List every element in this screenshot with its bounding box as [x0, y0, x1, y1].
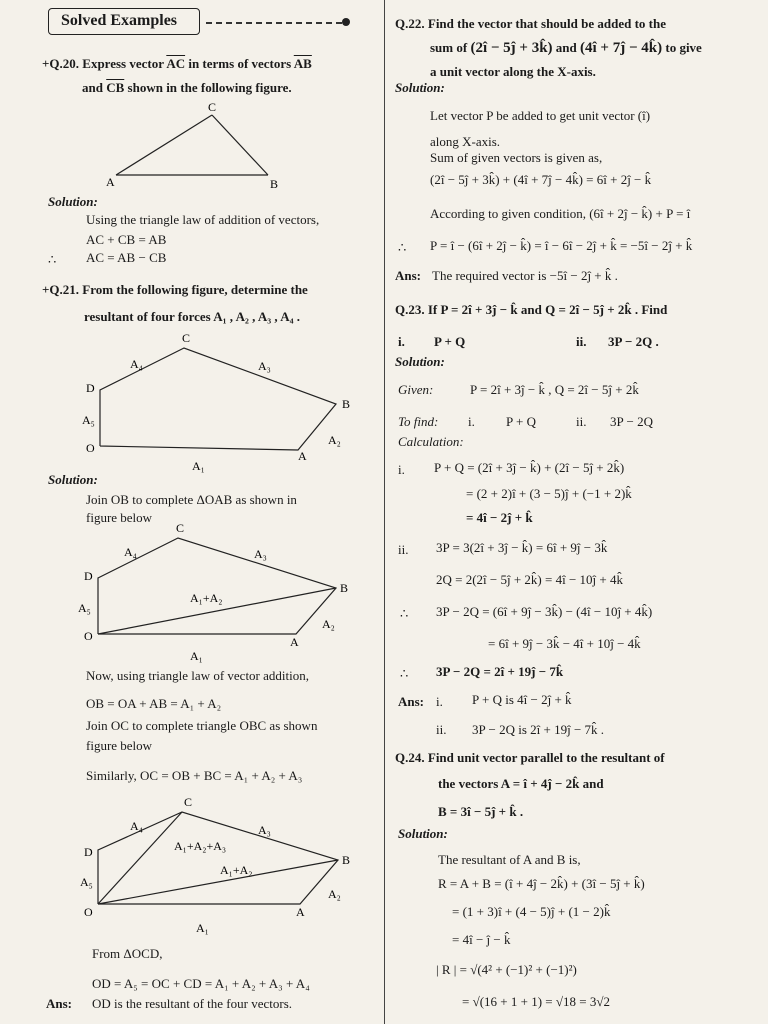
- q21-ans-text: OD is the resultant of the four vectors.: [92, 996, 293, 1011]
- q20-text4: shown in the following figure.: [127, 80, 292, 95]
- fig2-label-o: O: [84, 629, 93, 643]
- fig3-label-a1a2: A₁+A₂: [220, 863, 253, 877]
- fig2-label-a1a2: A₁+A₂: [190, 591, 223, 605]
- q21-ans-label: Ans:: [46, 996, 73, 1011]
- q23-ans-label: Ans:: [398, 694, 425, 709]
- q23-line1: [395, 302, 667, 318]
- q23-tofind-label: To find:: [398, 414, 439, 429]
- fig2-label-a: A: [290, 635, 299, 649]
- fig1-label-a5: A₅: [82, 413, 95, 427]
- q22-number: Q.22.: [395, 16, 425, 31]
- fig2-label-a2: A₂: [322, 617, 335, 631]
- q23-c5: 2Q = 2(2î − 5ĵ + 2k̂) = 4î − 10ĵ + 4k̂: [436, 572, 623, 587]
- fig2-label-c: C: [176, 521, 185, 535]
- q20-eq2: AC = AB − CB: [86, 250, 167, 265]
- q21-eq2: Similarly, OC = OB + BC = A₁ + A₂ + A₃: [86, 768, 303, 783]
- q20-solution-label: Solution:: [48, 194, 98, 209]
- label-c: C: [208, 100, 217, 114]
- q21-eq3: OD = A₅ = OC + CD = A₁ + A₂ + A₃ + A₄: [92, 976, 310, 991]
- q21-sol-line2: figure below: [86, 510, 153, 525]
- q23-ans-ii: ii.: [436, 722, 447, 737]
- q23-ans-i: i.: [436, 694, 443, 709]
- fig2-label-a1: A₁: [190, 649, 203, 663]
- q24-l1: The resultant of A and B is,: [438, 852, 581, 867]
- q22-text1: Find the vector that should be added to the: [427, 16, 666, 31]
- q24-line1: [395, 750, 665, 766]
- q24-line3: B = 3î − 5ĵ + k̂ .: [438, 804, 524, 819]
- q22-l3: Sum of given vectors is given as,: [430, 150, 603, 165]
- q21-eq1: OB = OA + AB = A₁ + A₂: [86, 696, 222, 711]
- q23-c2: = (2 + 2)î + (3 − 5)ĵ + (−1 + 2)k̂: [466, 486, 632, 501]
- q24-text1: Find unit vector parallel to the resultant of: [427, 750, 665, 765]
- q20-triangle-figure: [100, 100, 300, 192]
- q23-given-text: P = 2î + 3ĵ − k̂ , Q = 2î − 5ĵ + 2k̂: [470, 382, 639, 397]
- q21-sol-line1: Join OB to complete ΔOAB as shown in: [86, 492, 297, 507]
- q21-solution-label: Solution:: [48, 472, 98, 487]
- q21-text1: From the following figure, determine the: [82, 282, 308, 297]
- q24-number: Q.24.: [395, 750, 425, 765]
- q23-c6-prefix: ∴: [400, 606, 409, 621]
- q23-c7: = 6î + 9ĵ − 3k̂ − 4î + 10ĵ − 4k̂: [488, 636, 641, 651]
- q21-figure-2: [78, 516, 370, 664]
- q22-l5: According to given condition, (6î + 2ĵ − k̂) + P = î: [430, 206, 691, 221]
- fig3-label-a2: A₂: [328, 887, 341, 901]
- label-a: A: [106, 175, 115, 189]
- q23-ans-ii-text: 3P − 2Q is 2î + 19ĵ − 7k̂ .: [472, 722, 605, 737]
- q22-line2: [430, 40, 702, 56]
- q21-sol-line4: Join OC to complete triangle OBC as shown: [86, 718, 318, 733]
- q22-ans-label: Ans:: [395, 268, 422, 283]
- q20-vec-ac: $\overline{AC}$: [166, 56, 186, 71]
- fig3-label-a3: A₃: [258, 823, 271, 837]
- q23-given-label: Given:: [398, 382, 434, 397]
- q22-vec-b: (4î + 7ĵ − 4k̂): [580, 40, 663, 56]
- q23-text1: If P = 2î + 3ĵ − k̂ and Q = 2î − 5ĵ + 2k̂ . Find: [427, 302, 668, 317]
- q20-sol-line1: Using the triangle law of addition of vectors,: [86, 212, 320, 227]
- q22-vec-a: (2î − 5ĵ + 3k̂): [470, 40, 553, 56]
- q20-eq1: AC + CB = AB: [86, 232, 167, 247]
- q22-line3: a unit vector along the X-axis.: [430, 64, 596, 79]
- q21-sol-line6: From ΔOCD,: [92, 946, 163, 961]
- q20-line2: [82, 80, 292, 96]
- fig3-label-a5: A₅: [80, 875, 93, 889]
- q24-solution-label: Solution:: [398, 826, 448, 841]
- q22-ans-text: The required vector is −5î − 2ĵ + k̂ .: [432, 268, 618, 283]
- fig2-label-a4: A₄: [124, 545, 137, 559]
- fig1-label-a3: A₃: [258, 359, 271, 373]
- q23-i-label: i.: [398, 334, 405, 349]
- q24-l3: = (1 + 3)î + (4 − 5)ĵ + (1 − 2)k̂: [452, 904, 611, 919]
- q21-line2: resultant of four forces A₁ , A₂ , A₃ , A₄ .: [84, 309, 301, 324]
- q23-calc-label: Calculation:: [398, 434, 464, 449]
- section-title: Solved Examples: [61, 12, 178, 29]
- q20-text3: and: [82, 80, 103, 95]
- fig3-diagonal-ob: [98, 860, 338, 904]
- q23-tofind-i-text: P + Q: [506, 414, 536, 429]
- label-b: B: [270, 177, 279, 191]
- q22-therefore: ∴: [398, 240, 407, 255]
- header-dot: [342, 18, 350, 26]
- q23-c4: 3P = 3(2î + 3ĵ − k̂) = 6î + 9ĵ − 3k̂: [436, 540, 608, 555]
- q23-c6: 3P − 2Q = (6î + 9ĵ − 3k̂) − (4î − 10ĵ + 4k̂): [436, 604, 653, 619]
- q22-l6: P = î − (6î + 2ĵ − k̂) = î − 6î − 2ĵ + k̂ = −5î − 2ĵ + k̂: [430, 238, 693, 253]
- fig1-label-b: B: [342, 397, 351, 411]
- q23-c8: 3P − 2Q = 2î + 19ĵ − 7k̂: [436, 664, 564, 679]
- fig2-label-d: D: [84, 569, 93, 583]
- q22-l2: along X-axis.: [430, 134, 501, 149]
- q24-l5: | R | = √(4² + (−1)² + (−1)²): [436, 962, 577, 977]
- fig1-label-a: A: [298, 449, 307, 463]
- q22-text2a: sum of: [430, 40, 468, 55]
- q23-number: Q.23.: [395, 302, 425, 317]
- fig3-label-a4: A₄: [130, 819, 143, 833]
- q23-c1: P + Q = (2î + 3ĵ − k̂) + (2î − 5ĵ + 2k̂): [434, 460, 625, 475]
- q22-text2b: and: [555, 40, 577, 55]
- solved-examples-header: [48, 8, 200, 35]
- q20-vec-cb: $\overline{CB}$: [106, 80, 125, 95]
- q23-solution-label: Solution:: [395, 354, 445, 369]
- q23-c8-prefix: ∴: [400, 666, 409, 681]
- fig2-label-a5: A₅: [78, 601, 91, 615]
- q20-therefore: ∴: [48, 252, 57, 267]
- q23-c3: = 4î − 2ĵ + k̂: [466, 510, 533, 525]
- fig2-label-a3: A₃: [254, 547, 267, 561]
- fig3-label-d: D: [84, 845, 93, 859]
- triangle-side-cb: [212, 115, 268, 175]
- triangle-side-ac: [116, 115, 212, 175]
- fig2-label-b: B: [340, 581, 349, 595]
- q20-text2: in terms of vectors: [188, 56, 292, 71]
- q22-l1: Let vector P be added to get unit vector (î): [430, 108, 651, 123]
- q20-vec-ab: $\overline{AB}$: [293, 56, 312, 71]
- q23-ii-text: 3P − 2Q .: [608, 334, 659, 349]
- fig3-label-a1: A₁: [196, 921, 209, 935]
- q23-tofind-ii: ii.: [576, 414, 587, 429]
- q20-text1: Express vector: [82, 56, 164, 71]
- q21-number: +Q.21.: [42, 282, 80, 297]
- fig1-label-d: D: [86, 381, 95, 395]
- q23-ii-label: ii.: [576, 334, 587, 349]
- q24-l4: = 4î − ĵ − k̂: [452, 932, 511, 947]
- q23-c1-label: i.: [398, 462, 405, 477]
- q22-l4: (2î − 5ĵ + 3k̂) + (4î + 7ĵ − 4k̂) = 6î + 2ĵ − k̂: [430, 172, 652, 187]
- fig1-label-o: O: [86, 441, 95, 455]
- fig1-label-a1: A₁: [192, 459, 205, 473]
- fig3-label-a: A: [296, 905, 305, 919]
- q22-solution-label: Solution:: [395, 80, 445, 95]
- fig3-label-a1a2a3: A₁+A₂+A₃: [174, 839, 227, 853]
- q24-line2: the vectors A = î + 4ĵ − 2k̂ and: [438, 776, 604, 791]
- q24-l2: R = A + B = (î + 4ĵ − 2k̂) + (3î − 5ĵ + k̂): [438, 876, 645, 891]
- q21-figure-1: [80, 326, 370, 474]
- q23-i-text: P + Q: [434, 334, 466, 349]
- fig1-label-a2: A₂: [328, 433, 341, 447]
- q22-text2c: to give: [665, 40, 702, 55]
- q24-l6: = √(16 + 1 + 1) = √18 = 3√2: [462, 994, 610, 1009]
- q23-tofind-i: i.: [468, 414, 475, 429]
- fig3-label-c: C: [184, 795, 193, 809]
- q21-line1: [42, 282, 308, 298]
- q20-line1: [42, 56, 312, 72]
- q21-sol-line3: Now, using triangle law of vector addition,: [86, 668, 309, 683]
- q23-ans-i-text: P + Q is 4î − 2ĵ + k̂: [472, 692, 572, 707]
- q23-c4-label: ii.: [398, 542, 409, 557]
- fig3-label-o: O: [84, 905, 93, 919]
- q21-figure-3: [78, 794, 370, 940]
- q22-line1: [395, 16, 666, 32]
- header-dashed-rule: [206, 22, 342, 24]
- fig1-label-a4: A₄: [130, 357, 143, 371]
- q23-tofind-ii-text: 3P − 2Q: [610, 414, 653, 429]
- q20-number: +Q.20.: [42, 56, 80, 71]
- fig1-label-c: C: [182, 331, 191, 345]
- column-divider: [384, 0, 385, 1024]
- q21-sol-line5: figure below: [86, 738, 153, 753]
- fig3-label-b: B: [342, 853, 351, 867]
